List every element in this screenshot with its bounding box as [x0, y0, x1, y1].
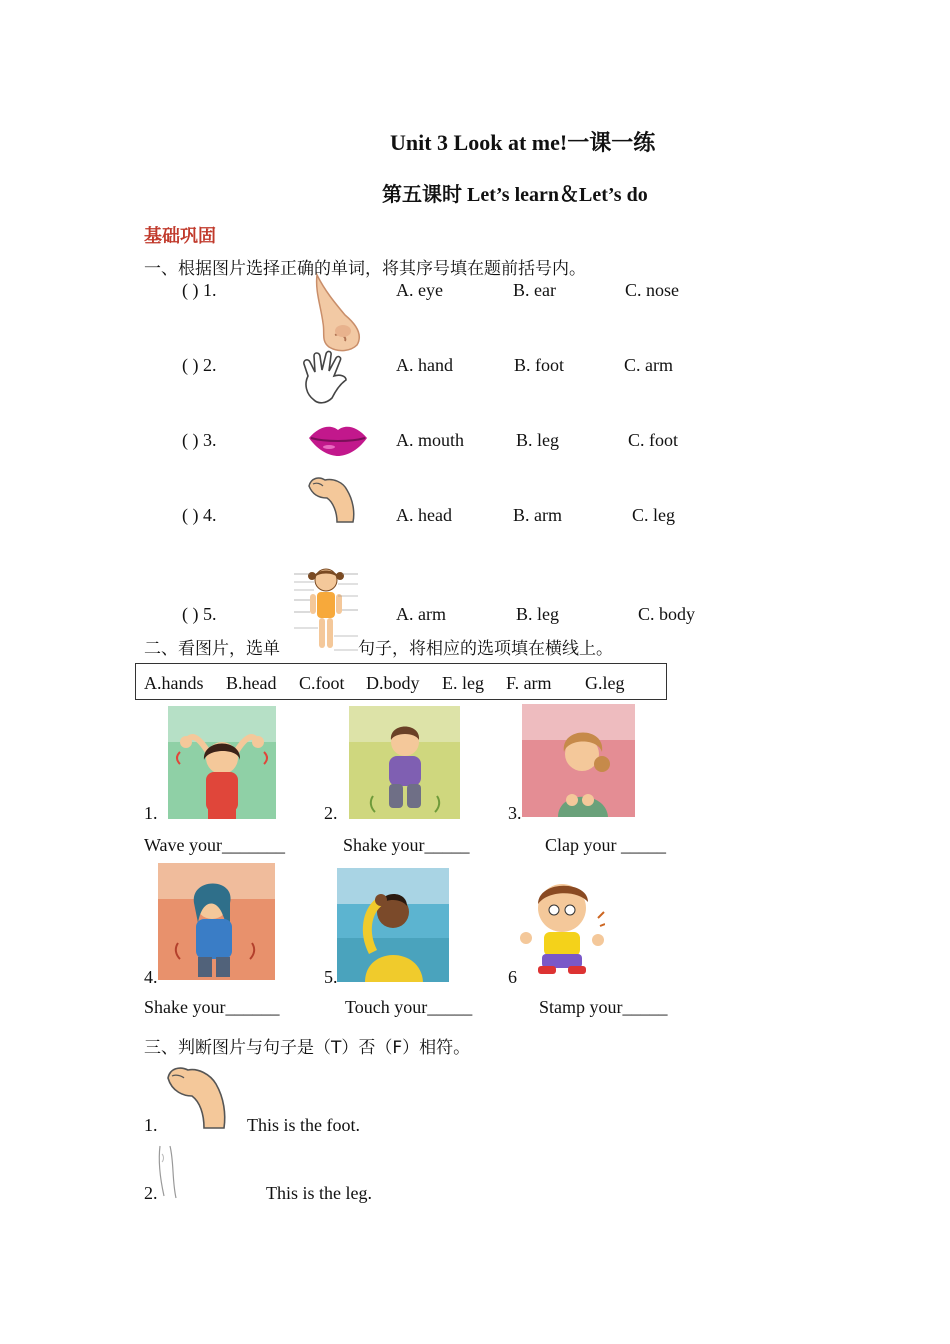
item1-number: 1.	[144, 803, 158, 823]
q2-number: ( ) 2.	[182, 355, 217, 375]
q5-option-a: A. arm	[396, 604, 446, 624]
word-bank-c: C.foot	[299, 673, 345, 693]
word-bank-g: G.leg	[585, 673, 625, 693]
word-bank-f: F. arm	[506, 673, 552, 693]
q1-number: ( ) 1.	[182, 280, 217, 300]
item2-sentence: Shake your_____	[343, 835, 470, 855]
item3-number: 3.	[508, 803, 522, 823]
item1-sentence: Wave your_______	[144, 835, 286, 855]
q2-option-b: B. foot	[514, 355, 565, 375]
item5-sentence: Touch your_____	[345, 997, 473, 1017]
q3-option-a: A. mouth	[396, 430, 465, 450]
tf2-number: 2.	[144, 1183, 158, 1203]
item4-sentence: Shake your______	[144, 997, 280, 1017]
girl-shaking-picture	[158, 863, 275, 980]
hand-picture	[300, 350, 352, 404]
q4-option-c: C. leg	[632, 505, 675, 525]
boy-touching-head-picture	[337, 868, 449, 982]
q2-option-a: A. hand	[396, 355, 453, 375]
section-label: 基础巩固	[144, 226, 216, 247]
tf1-number: 1.	[144, 1115, 158, 1135]
page-subtitle: 第五课时 Let’s learn＆Let’s do	[382, 184, 648, 206]
item6-sentence: Stamp your_____	[539, 997, 668, 1017]
word-bank-e: E. leg	[442, 673, 484, 693]
item4-number: 4.	[144, 967, 158, 987]
q5-option-b: B. leg	[516, 604, 559, 624]
item5-number: 5.	[324, 967, 338, 987]
q3-number: ( ) 3.	[182, 430, 217, 450]
q3-option-b: B. leg	[516, 430, 559, 450]
body-picture	[292, 566, 360, 656]
boy-shaking-picture	[349, 706, 460, 819]
q2-option-c: C. arm	[624, 355, 673, 375]
mouth-picture	[305, 418, 371, 466]
tf2-sentence: This is the leg.	[266, 1183, 372, 1203]
q4-number: ( ) 4.	[182, 505, 217, 525]
q4-option-a: A. head	[396, 505, 452, 525]
q5-number: ( ) 5.	[182, 604, 217, 624]
tf1-sentence: This is the foot.	[247, 1115, 360, 1135]
q1-option-a: A. eye	[396, 280, 443, 300]
part2-instruction-end: 句子，将相应的选项填在横线上。	[358, 639, 613, 659]
item3-sentence: Clap your _____	[545, 835, 666, 855]
item2-number: 2.	[324, 803, 338, 823]
q5-option-c: C. body	[638, 604, 696, 624]
part2-instruction-start: 二、看图片，选单	[144, 639, 280, 659]
item6-number: 6	[508, 967, 517, 987]
word-bank-d: D.body	[366, 673, 420, 693]
word-bank-a: A.hands	[144, 673, 204, 693]
q1-option-b: B. ear	[513, 280, 556, 300]
arm-picture	[303, 472, 359, 526]
word-bank-b: B.head	[226, 673, 277, 693]
part1-instruction: 一、根据图片选择正确的单词，将其序号填在题前括号内。	[144, 259, 586, 279]
girl-waving-picture	[168, 706, 276, 819]
q1-option-c: C. nose	[625, 280, 679, 300]
tf-arm-picture	[162, 1062, 230, 1132]
nose-picture	[305, 273, 365, 353]
q4-option-b: B. arm	[513, 505, 562, 525]
boy-stamping-picture	[518, 878, 605, 982]
girl-clapping-picture	[522, 704, 635, 817]
page-title: Unit 3 Look at me!一课一练	[390, 130, 656, 155]
q3-option-c: C. foot	[628, 430, 679, 450]
part3-instruction: 三、判断图片与句子是（T）否（F）相符。	[144, 1038, 471, 1058]
